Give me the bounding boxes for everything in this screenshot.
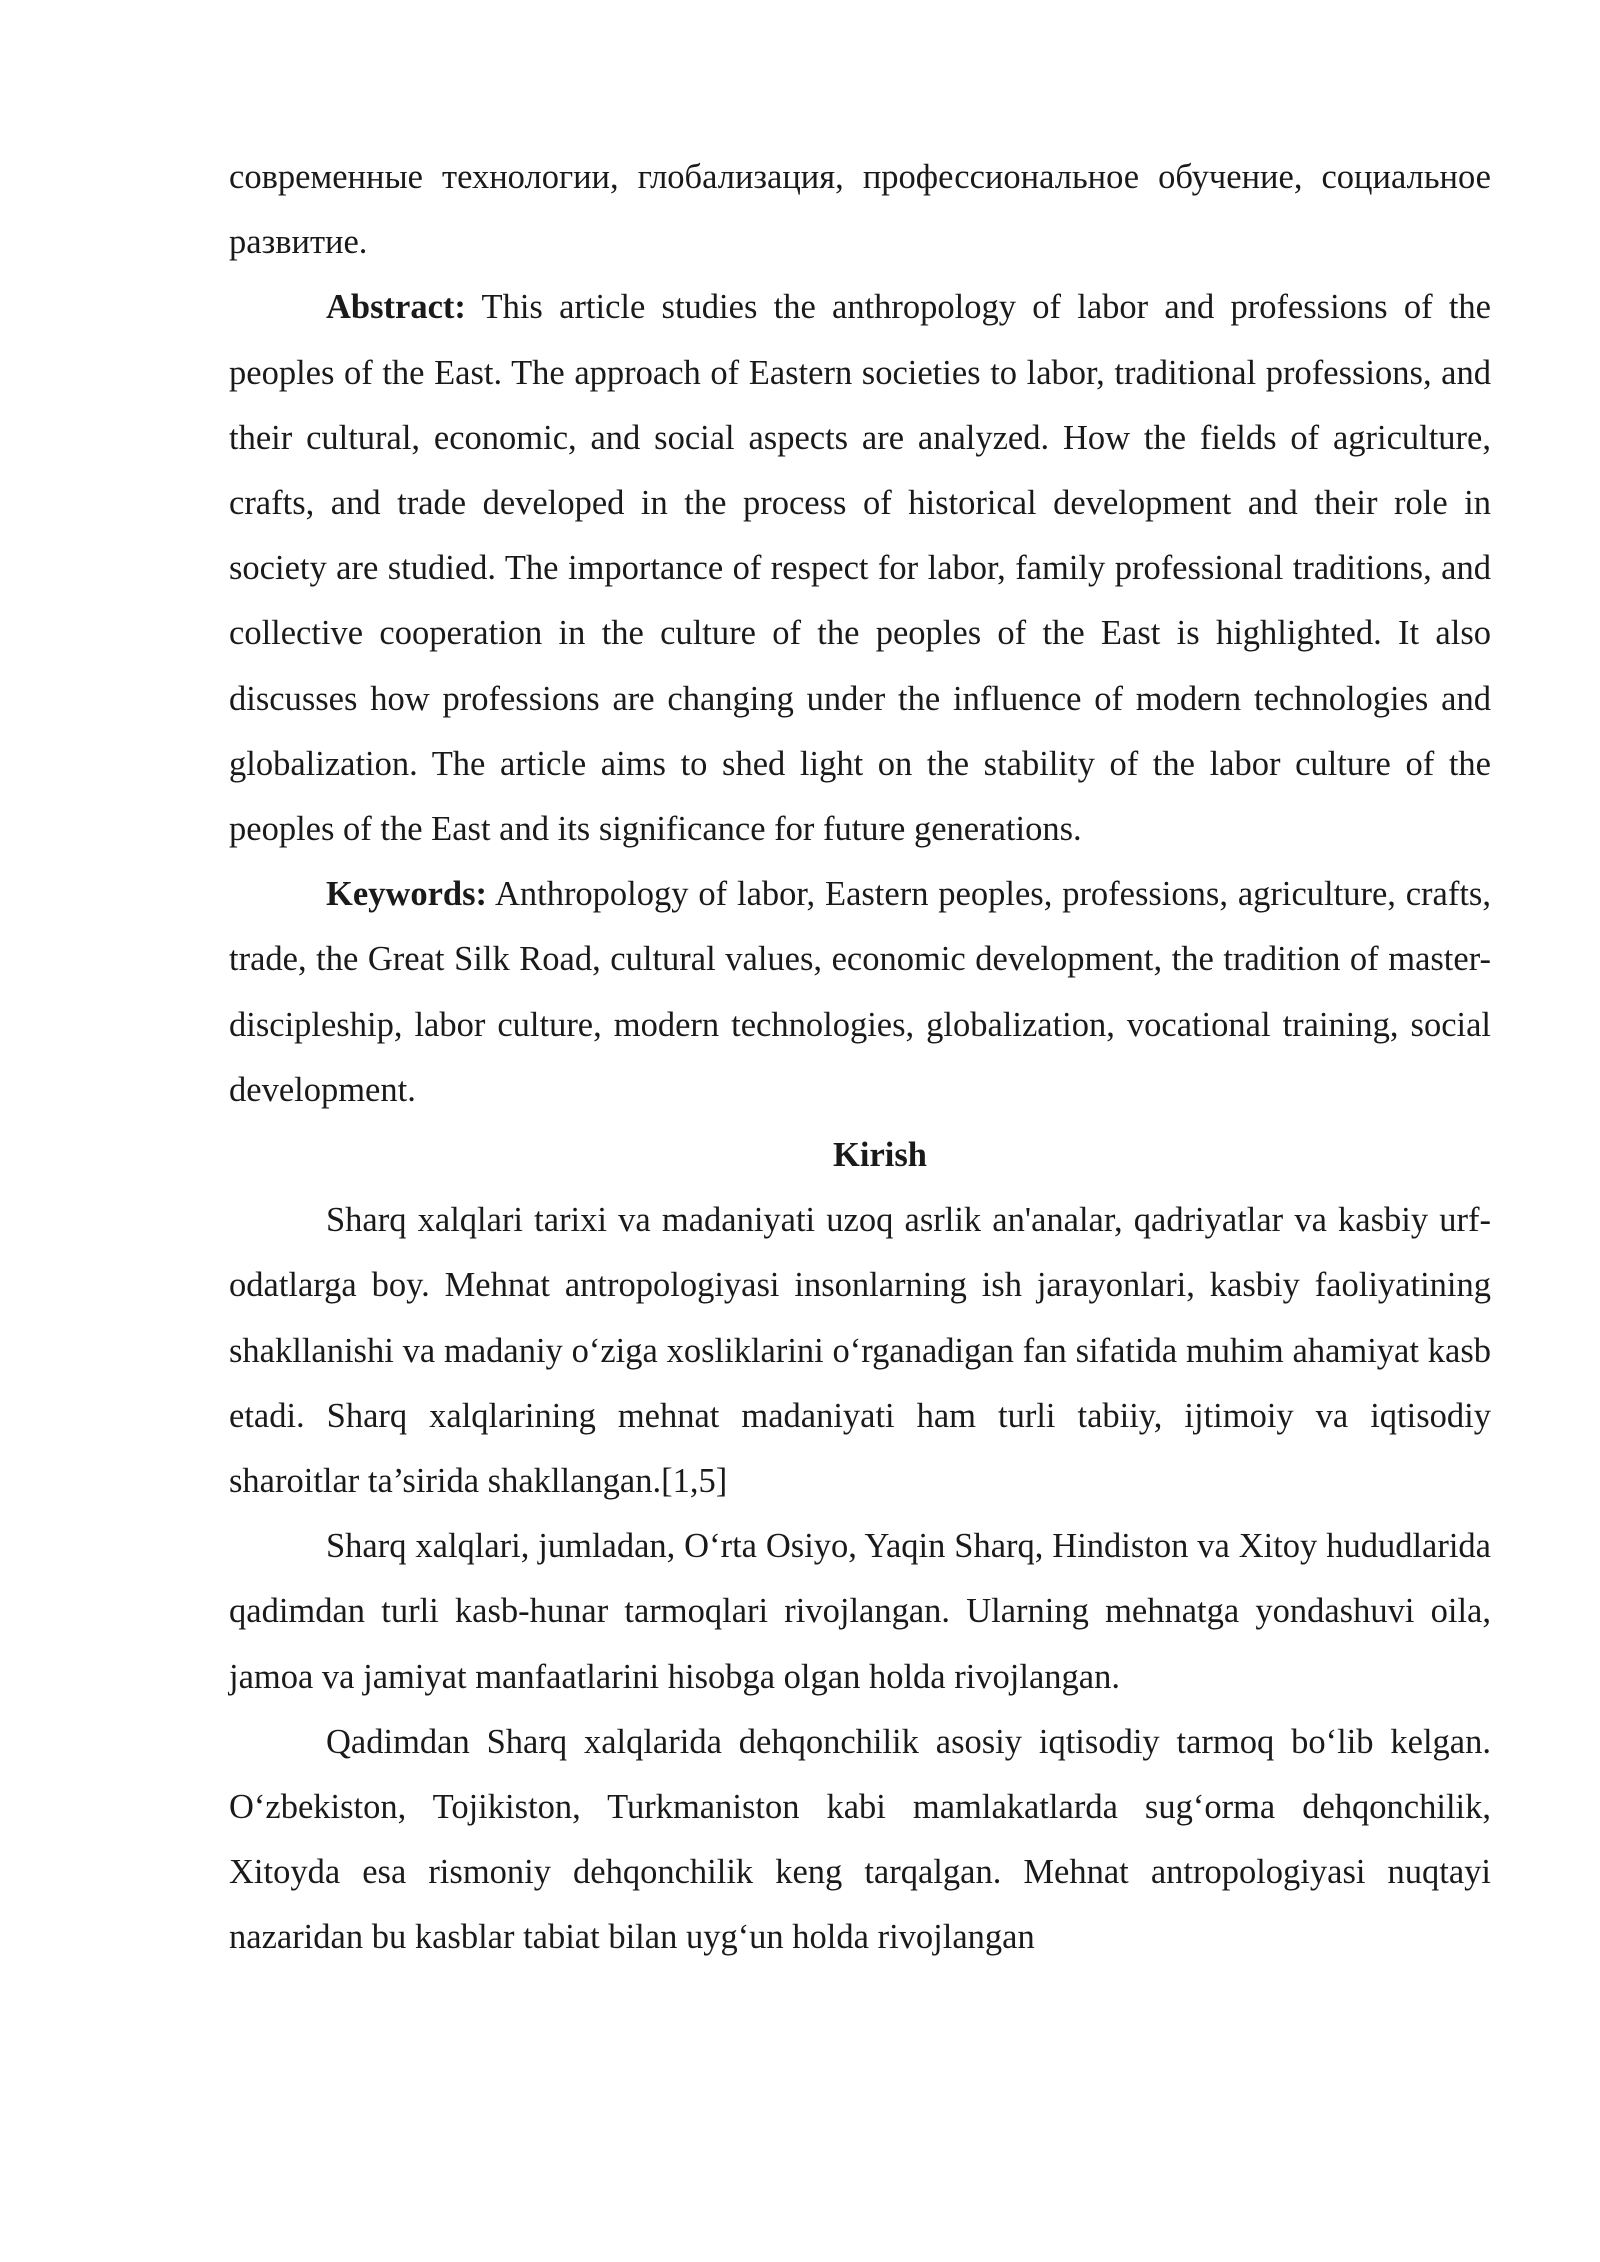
body-paragraph-3: Qadimdan Sharq xalqlarida dehqonchilik asosiy iqtisodiy tarmoq bo‘lib kelgan. O‘zbekiston, Tojikiston, Turkmaniston kabi mamlakatlarda sug‘orma dehqonchilik, Xitoyda esa rismoniy dehqonchilik keng tarqalgan. Mehnat antropologiyasi nuqtayi nazaridan bu kasblar tabiat bilan uyg‘un holda rivojlangan xyxy=(229,1722,1491,1957)
abstract-label: Abstract: xyxy=(326,288,466,327)
document-page xyxy=(229,145,1491,1971)
abstract-text: This article studies the anthropology of labor and professions of the peoples of the East. The approach of Eastern societies to labor, traditional professions, and their cultural, economic, and social aspects are analyzed. How the fields of agriculture, crafts, and trade developed in the process of historical development and their role in society are studied. The importance of respect for labor, family professional traditions, and collective cooperation in the culture of the peoples of the East is highlighted. It also discusses how professions are changing under the influence of modern technologies and globalization. The article aims to shed light on the stability of the labor culture of the peoples of the East and its significance for future generations. xyxy=(229,288,1491,849)
section-heading: Kirish xyxy=(833,1136,927,1175)
keywords-text: Anthropology of labor, Eastern peoples, professions, agriculture, crafts, trade, the Great Silk Road, cultural values, economic development, the tradition of master-discipleship, labor culture, modern technologies, globalization, vocational training, social development. xyxy=(229,875,1491,1109)
keywords-paragraph xyxy=(229,862,1491,1123)
continuation-paragraph: современные технологии, глобализация, профессиональное обучение, социальное развитие. xyxy=(229,158,1491,262)
body-paragraph-1: Sharq xalqlari tarixi va madaniyati uzoq asrlik an'analar, qadriyatlar va kasbiy urf-odatlarga boy. Mehnat antropologiyasi insonlarning ish jarayonlari, kasbiy faoliyatining shakllanishi va madaniy o‘ziga xosliklarini o‘rganadigan fan sifatida muhim ahamiyat kasb etadi. Sharq xalqlarining mehnat madaniyati ham turli tabiiy, ijtimoiy va iqtisodiy sharoitlar ta’sirida shakllangan.[1,5] xyxy=(229,1201,1491,1501)
abstract-paragraph xyxy=(229,275,1491,862)
body-paragraph-2: Sharq xalqlari, jumladan, O‘rta Osiyo, Yaqin Sharq, Hindiston va Xitoy hududlarida qadimdan turli kasb-hunar tarmoqlari rivojlangan. Ularning mehnatga yondashuvi oila, jamoa va jamiyat manfaatlarini hisobga olgan holda rivojlangan. xyxy=(229,1527,1491,1696)
keywords-label: Keywords: xyxy=(326,875,487,914)
